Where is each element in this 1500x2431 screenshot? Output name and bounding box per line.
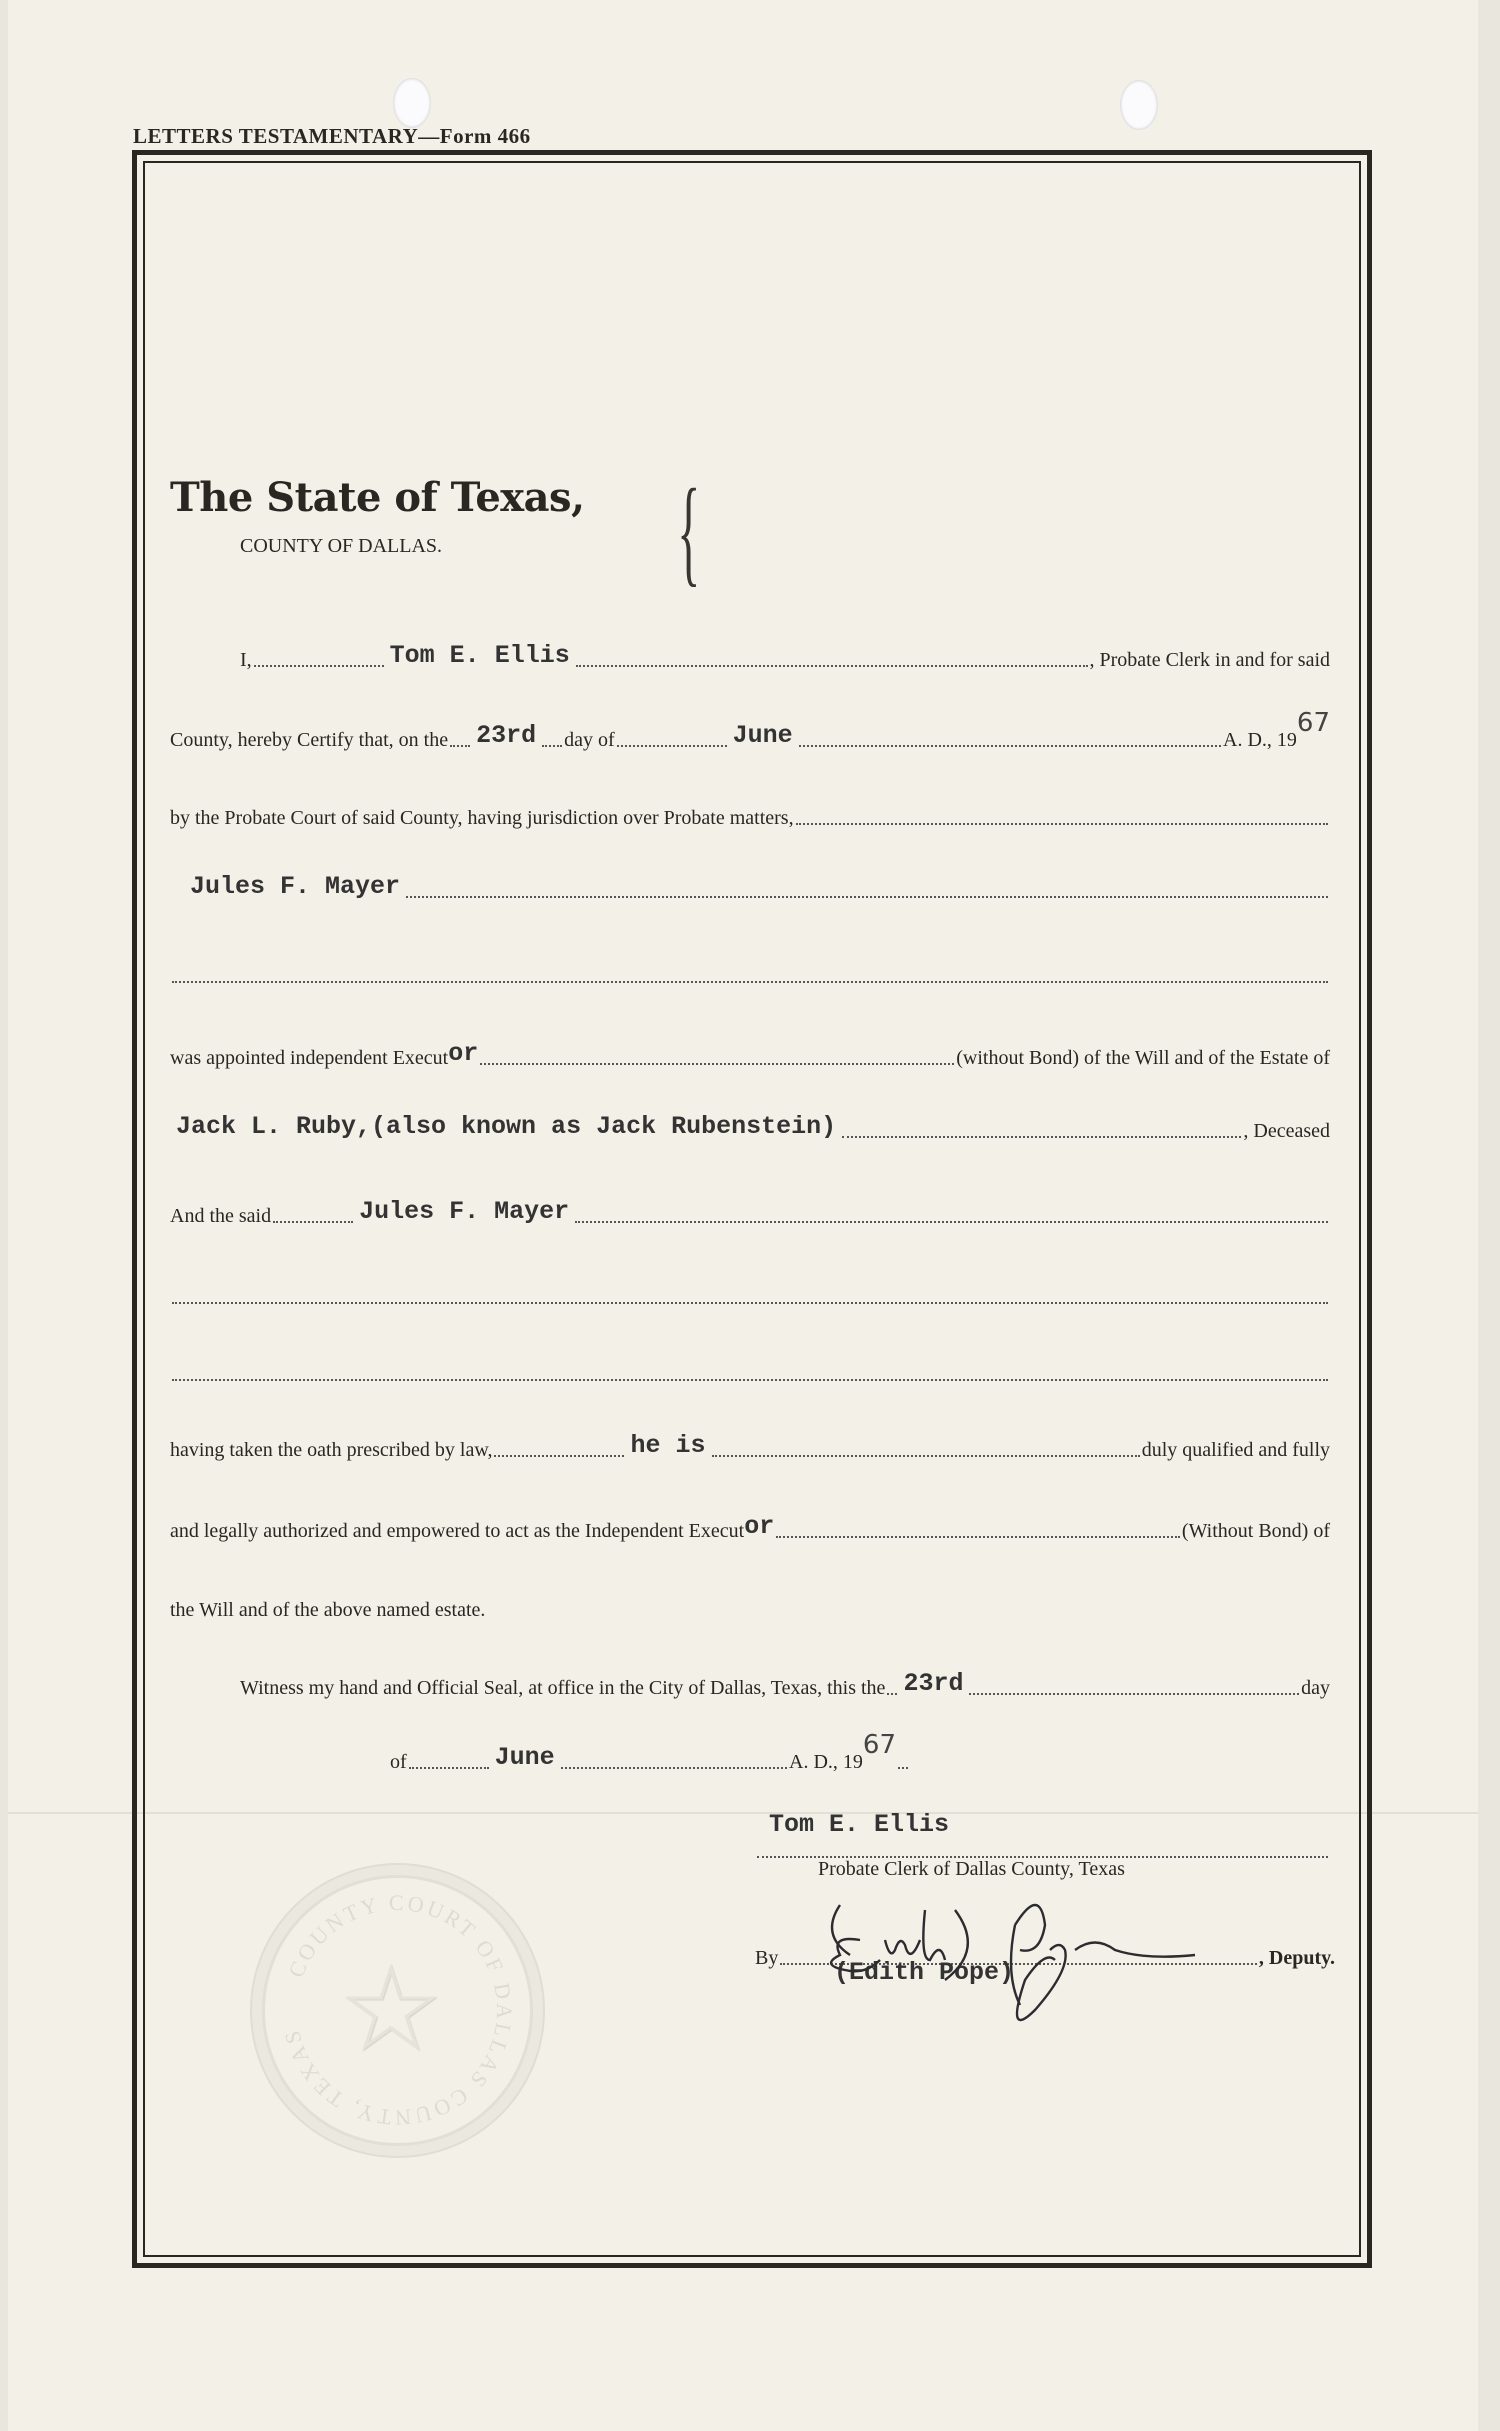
county-label: COUNTY OF DALLAS. <box>240 535 443 557</box>
text: the Will and of the above named estate. <box>170 1599 486 1621</box>
clause-witness-date <box>390 1730 910 1774</box>
text: , Deputy. <box>1258 1947 1335 1969</box>
state-title: The State of Texas, <box>170 474 585 521</box>
deputy-handwritten-signature <box>800 1880 1240 2030</box>
clause-witness <box>170 1660 1330 1700</box>
text: And the said <box>170 1205 272 1227</box>
clause-appointed <box>170 1030 1330 1070</box>
text: , Probate Clerk in and for said <box>1089 649 1330 671</box>
clause-court <box>170 790 1330 830</box>
clause-oath <box>170 1422 1330 1462</box>
clerk-name: Tom E. Ellis <box>389 641 570 670</box>
year-value: 67 <box>862 1730 896 1760</box>
deputy-typed-name: (Edith Pope) <box>834 1958 1015 1987</box>
text: (Without Bond) of <box>1181 1520 1330 1542</box>
clerk-signature-line <box>755 1810 1330 1850</box>
text: having taken the oath prescribed by law, <box>170 1439 493 1461</box>
day-value: 23rd <box>476 721 537 750</box>
star-icon: ☆ <box>337 1943 445 2076</box>
blank-line <box>170 948 1330 988</box>
text: by the Probate Court of said County, having jurisdiction over Probate matters, <box>170 807 794 829</box>
clause-deceased <box>170 1103 1330 1143</box>
text: A. D., 19 <box>1223 729 1297 751</box>
text: , Deceased <box>1243 1120 1330 1142</box>
clause-authorized <box>170 1503 1330 1543</box>
punch-hole <box>1120 80 1158 130</box>
seal-text: COUNTY COURT OF DALLAS COUNTY, TEXAS <box>278 1889 518 2131</box>
executor-name: Jules F. Mayer <box>190 872 401 901</box>
day-value: 23rd <box>903 1669 964 1698</box>
clerk-title: Probate Clerk of Dallas County, Texas <box>818 1858 1125 1880</box>
form-header: LETTERS TESTAMENTARY—Form 466 <box>133 124 531 148</box>
embossed-seal <box>262 1875 533 2146</box>
clause-clerk <box>170 632 1330 672</box>
executor-line <box>170 863 1330 903</box>
executor-suffix: or <box>448 1039 479 1068</box>
year-value: 67 <box>1296 708 1330 738</box>
blank-line <box>170 1346 1330 1386</box>
clause-estate <box>170 1582 1330 1622</box>
blank-line <box>170 1269 1330 1309</box>
clause-said <box>170 1188 1330 1228</box>
text: I, <box>240 649 252 671</box>
text: Witness my hand and Official Seal, at office in the City of Dallas, Texas, this the <box>240 1677 886 1699</box>
month-value: June <box>494 1743 555 1772</box>
executor-suffix: or <box>744 1512 775 1541</box>
brace: { <box>677 464 701 597</box>
punch-hole <box>393 78 431 128</box>
clause-date <box>170 708 1330 752</box>
executor-name: Jules F. Mayer <box>359 1197 570 1226</box>
deceased-name: Jack L. Ruby,(also known as Jack Rubenstein) <box>176 1112 837 1141</box>
text: County, hereby Certify that, on the <box>170 729 449 751</box>
text: day <box>1301 1677 1330 1699</box>
text: A. D., 19 <box>789 1751 863 1773</box>
clerk-signature-typed: Tom E. Ellis <box>769 1810 950 1839</box>
text: duly qualified and fully <box>1141 1439 1330 1461</box>
text: day of <box>564 729 615 751</box>
pronoun-value: he is <box>630 1431 706 1460</box>
text: (without Bond) of the Will and of the Estate of <box>956 1047 1330 1069</box>
text: By <box>755 1947 779 1969</box>
text: was appointed independent Execut <box>170 1047 449 1069</box>
text: and legally authorized and empowered to act as the Independent Execut <box>170 1520 745 1542</box>
svg-text:COUNTY COURT OF DALLAS COUNTY, <box>279 1890 517 2130</box>
month-value: June <box>732 721 793 750</box>
text: of <box>390 1751 407 1773</box>
